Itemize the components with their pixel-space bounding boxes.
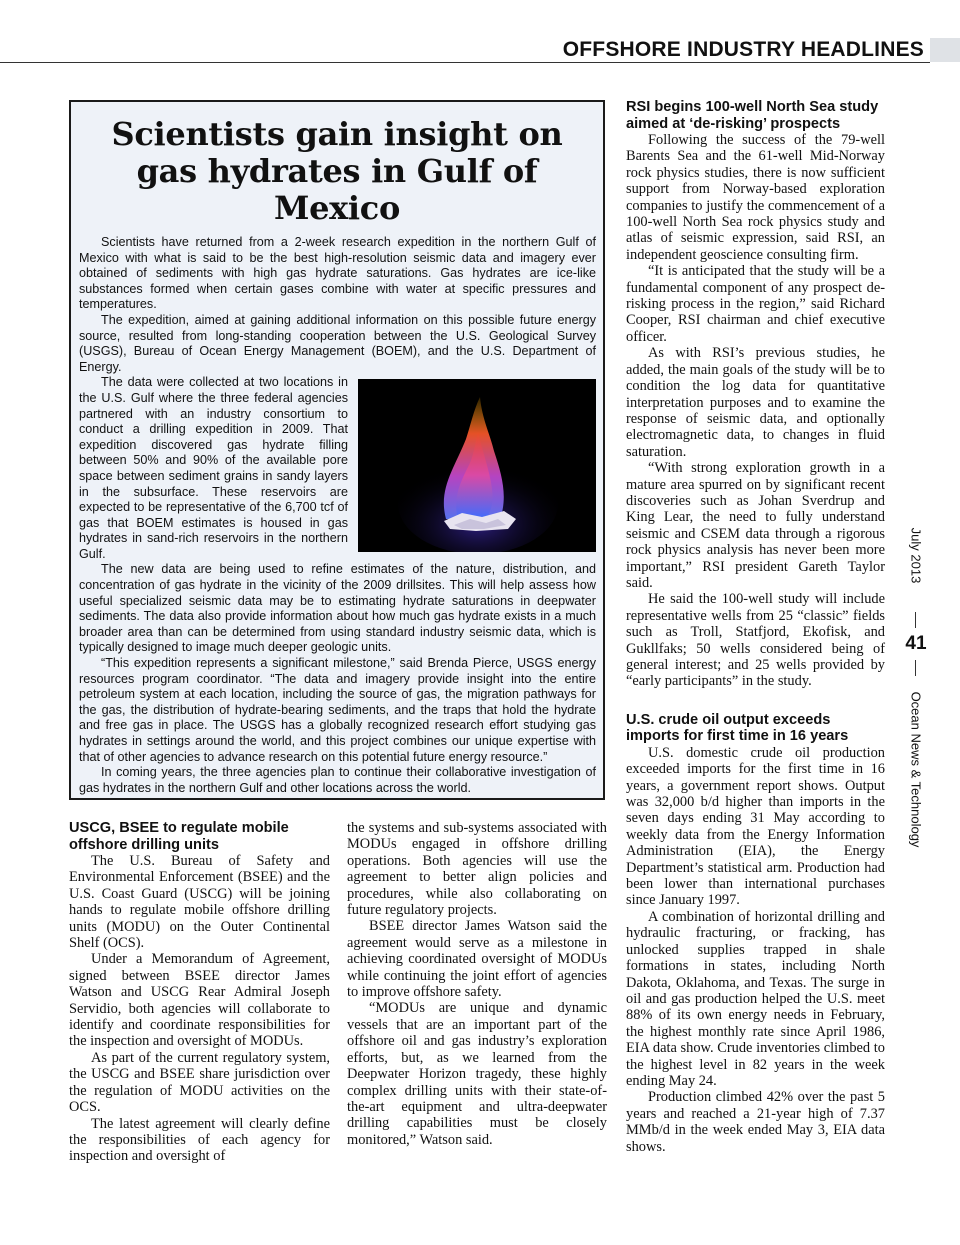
rsi-paragraph: Following the success of the 79-well Barents Sea and the 61-well Mid-Norway rock physics studies, there is now sufficient support from Norway-based exploration companies to justify the commencement of a 100-well North Sea rock physics study and atlas of seismic expression, said RSI, an independent geoscience consulting firm. [626, 132, 885, 263]
uscg-article-col-2 [347, 820, 607, 1148]
feature-paragraph: The expedition, aimed at gaining additional information on this possible future energy source, resulted from long-standing cooperation between the U.S. Geological Survey (USGS), Bureau of Ocean Energy Management (BOEM), and the U.S. Department of Energy. [79, 312, 596, 374]
header-rule [0, 62, 930, 63]
uscg-article-col-1 [69, 820, 330, 1165]
right-column [626, 99, 885, 1155]
feature-paragraph: “This expedition represents a significant milestone,” said Brenda Pierce, USGS energy resources program coordinator. “The data and imagery provide insight into the entire petroleum system at each location, including the source of gas, the migration pathways for the gas, the distribution of hydrate-bearing sediments, and the traps that hold the hydrate and free gas in place. The USGS has a globally recognized research effort studying gas hydrates in settings around the world, and this project combines our unique expertise with that of other agencies to advance research on this potential future energy resource.” [79, 656, 596, 764]
crude-paragraph: U.S. domestic crude oil production exceeded imports for the first time in 16 years, a government report shows. Output was 32,000 b/d higher than imports in the seven days ending 31 May according to weekly data from the Energy Information Administration (EIA), the Energy Department’s statistical arm. Production had been lower than international purchases since January 1997. [626, 744, 885, 909]
section-header: OFFSHORE INDUSTRY HEADLINES [562, 38, 924, 61]
crude-paragraph: A combination of horizontal drilling and hydraulic fracturing, or fracking, has unlocked supplies trapped in shale formations in states, including North Dakota, Oklahoma, and Texas. The surge in oil and gas production helped the U.S. meet 88% of its own energy needs in February, the highest monthly rate since April 1986, EIA data show. Crude inventories climbed to the highest level in 82 years in the week ending May 24. [626, 908, 885, 1089]
uscg-paragraph: BSEE director James Watson said the agreement would serve as a milestone in achieving coordinated oversight of MODUs while continuing the joint effort of agencies to improve offshore safety. [347, 918, 607, 1001]
burning-hydrate-image [358, 379, 596, 552]
crude-paragraph: Production climbed 42% over the past 5 years and reached a 21-year high of 7.37 MMb/d in the week ended May 3, EIA data shows. [626, 1089, 885, 1155]
side-divider [915, 660, 916, 676]
header-tab-decoration [930, 38, 960, 62]
feature-paragraph: In coming years, the three agencies plan to continue their collaborative investigation of gas hydrates in the northern Gulf and other locations across the world. [79, 765, 596, 795]
side-divider [915, 612, 916, 628]
rsi-paragraph: “With strong exploration growth in a mature area spurred on by significant recent discoveries such as Johan Sverdrup and King Lear, the need to fully understand seismic and CSEM data through a rigorous rock physics analysis has never been more important,” RSI president Gareth Taylor said. [626, 460, 885, 591]
rsi-paragraph: He said the 100-well study will include representative wells from 25 “classic” fields such as Troll, Statfjord, Ekofisk, and Gukllfaks; 50 wells considered being of general interest; and 25 wells provided by “early participants” in the study. [626, 591, 885, 690]
flame-photo [358, 379, 596, 552]
crude-heading: U.S. crude oil output exceeds imports for first time in 16 years [626, 711, 849, 745]
page-number: 41 [905, 633, 927, 654]
publication-name: Ocean News & Technology [908, 691, 924, 848]
uscg-paragraph: Under a Memorandum of Agreement, signed between BSEE director James Watson and USCG Rear Admiral Joseph Servidio, both agencies will collaborate to identify and coordinate responsibilities for the inspection and oversight of MODUs. [69, 951, 330, 1050]
feature-box [69, 100, 605, 800]
uscg-paragraph: “MODUs are unique and dynamic vessels that are an important part of the offshore oil and gas industry’s exploration efforts, but, as we learned from the Deepwater Horizon tragedy, these highly complex drilling units with their state-of-the-art equipment and ultra-deepwater drilling capabilities must be closely monitored,” Watson said. [347, 1000, 607, 1148]
feature-body [71, 235, 603, 796]
feature-paragraph: The data were collected at two locations in the U.S. Gulf where the three federal agencies partnered with an industry consortium to conduct a drilling expedition in 2009. That expedition discovered gas hydrate filling between 50% and 90% of the available pore space between sediment grains in sandy layers in the subsurface. These reservoirs are expected to be representative of the 6,700 tcf of gas that BOEM estimates is housed in gas hydrates in sand-rich reservoirs in the northern Gulf. [79, 375, 348, 561]
feature-paragraph: The new data are being used to refine estimates of the nature, distribution, and concentration of gas hydrate in the vicinity of the 2009 drillsites. This will help assess how useful specialized seismic data may be to estimating hydrate saturations in deepwater sediments. The data also provide information about how much gas hydrate exists in a much broader area than can be determined from using standard industry seismic data, which is typically designed to image much deeper geologic units. [79, 562, 596, 655]
uscg-paragraph: The latest agreement will clearly define the responsibilities of each agency for inspection and oversight of [69, 1115, 330, 1165]
rsi-paragraph: “It is anticipated that the study will be a fundamental component of any prospect de-risking process in the region,” said Richard Cooper, RSI chairman and chief executive officer. [626, 263, 885, 345]
rsi-paragraph: As with RSI’s previous studies, he added, the main goals of the study will be to condition the log data for quantitative interpretation purposes and to examine the response of seismic data, and optionally electromagnetic data, to changes in fluid saturation. [626, 345, 885, 460]
uscg-paragraph: the systems and sub-systems associated with MODUs engaged in offshore drilling operations. Both agencies will use the agreement to better align policies and procedures, while also collaborating on future regulatory projects. [347, 820, 607, 919]
uscg-paragraph: As part of the current regulatory system, the USCG and BSEE share jurisdiction over the regulation of MODU activities on the OCS. [69, 1049, 330, 1116]
issue-date: July 2013 [908, 527, 924, 584]
feature-paragraph: Scientists have returned from a 2-week research expedition in the northern Gulf of Mexico with what is said to be the best high-resolution seismic data and imagery ever obtained of sediments with high gas hydrate saturations. Gas hydrates are ice-like substances formed when certain gases combine with water at specific pressures and temperatures. [79, 235, 596, 312]
uscg-paragraph: The U.S. Bureau of Safety and Environmental Enforcement (BSEE) and the U.S. Coast Guard (USCG) will be joining hands to regulate mobile offshore drilling units (MODU) on the Outer Continental Shelf (OCS). [69, 853, 330, 952]
feature-title: Scientists gain insight on gas hydrates in Gulf of Mexico [111, 115, 563, 227]
uscg-heading: USCG, BSEE to regulate mobile offshore drilling units [69, 820, 289, 853]
rsi-heading: RSI begins 100-well North Sea study aimed at ‘de-risking’ prospects [626, 99, 879, 132]
